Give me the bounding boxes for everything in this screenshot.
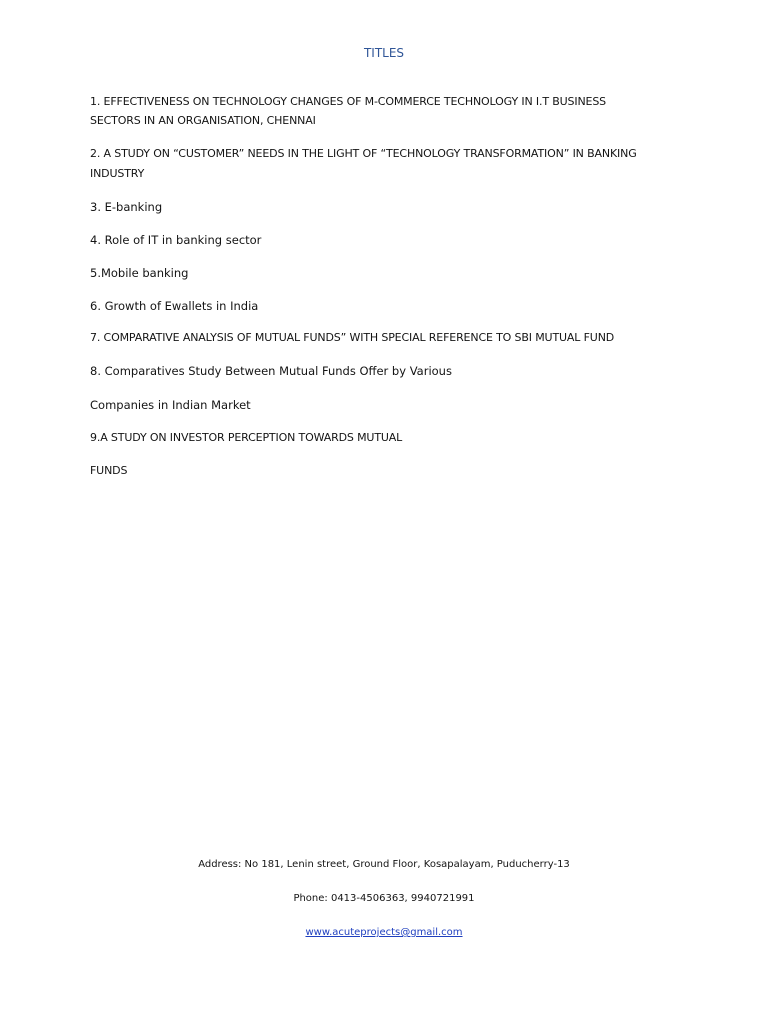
title-item-4: 4. Role of IT in banking sector — [90, 233, 262, 247]
title-item-8-line-1: 8. Comparatives Study Between Mutual Funds Offer by Various — [90, 364, 452, 378]
title-item-1-line-2: SECTORS IN AN ORGANISATION, CHENNAI — [90, 114, 316, 127]
footer-email-row — [0, 927, 768, 938]
title-item-1-line-1: 1. EFFECTIVENESS ON TECHNOLOGY CHANGES OF M-COMMERCE TECHNOLOGY IN I.T BUSINESS — [90, 95, 607, 108]
title-item-9-line-2: FUNDS — [90, 464, 128, 477]
title-item-6: 6. Growth of Ewallets in India — [90, 299, 259, 313]
footer-address: Address: No 181, Lenin street, Ground Floor, Kosapalayam, Puducherry-13 — [198, 859, 570, 870]
footer-email-link[interactable]: www.acuteprojects@gmail.com — [305, 927, 463, 938]
title-item-7: 7. COMPARATIVE ANALYSIS OF MUTUAL FUNDS” WITH SPECIAL REFERENCE TO SBI MUTUAL FUND — [90, 331, 615, 344]
title-item-2-line-1: 2. A STUDY ON “CUSTOMER” NEEDS IN THE LIGHT OF “TECHNOLOGY TRANSFORMATION” IN BANKING — [90, 147, 637, 160]
title-item-2-line-2: INDUSTRY — [90, 167, 145, 180]
title-item-3: 3. E-banking — [90, 200, 163, 214]
page-title: TITLES — [363, 46, 405, 60]
title-item-8-line-2: Companies in Indian Market — [90, 398, 251, 412]
footer-phone: Phone: 0413-4506363, 9940721991 — [293, 893, 475, 904]
title-item-9-line-1: 9.A STUDY ON INVESTOR PERCEPTION TOWARDS MUTUAL — [90, 431, 403, 444]
title-item-5: 5.Mobile banking — [90, 266, 189, 280]
